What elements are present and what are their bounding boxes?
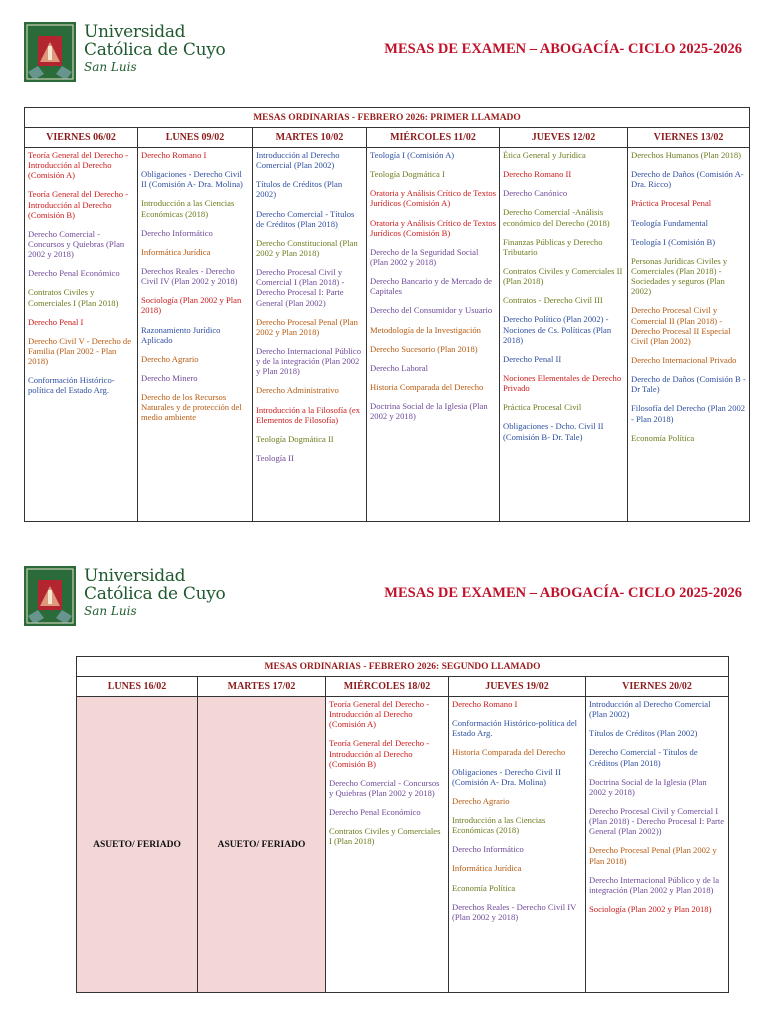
university-seal-logo [24, 566, 76, 626]
exam-subject: Derecho Comercial - Concursos y Quiebras (Plan 2002 y 2018) [329, 777, 440, 798]
exam-subject: Contratos Civiles y Comerciales I (Plan 2018) [28, 287, 119, 308]
exam-subject: Contratos Civiles y Comerciales II (Plan 2018) [503, 265, 623, 287]
exam-subject: Historia Comparada del Derecho [452, 747, 566, 758]
exam-subject: Derecho Minero [141, 372, 198, 383]
exam-subject: Títulos de Créditos (Plan 2002) [589, 728, 698, 739]
page-header-1 [0, 22, 768, 92]
exam-subject: Derecho Internacional Público y de la integración (Plan 2002 y Plan 2018) [589, 874, 720, 895]
exam-subject: Derecho Procesal Penal (Plan 2002 y Plan 2018) [256, 316, 358, 337]
university-campus: San Luis [84, 604, 137, 618]
second-call-table [76, 656, 729, 993]
exam-list [628, 148, 750, 522]
exam-subject: Derecho Penal II [503, 353, 562, 364]
exam-subject: Conformación Histórico-política del Estado Arg. [452, 718, 578, 739]
exam-list [326, 697, 449, 993]
university-name-line1: Universidad [84, 566, 186, 586]
exam-subject: Derecho de la Seguridad Social (Plan 2002 y 2018) [370, 246, 479, 267]
exam-subject: Economía Política [452, 882, 516, 893]
exam-subject: Derecho Procesal Civil y Comercial I (Plan 2018) - Derecho Procesal I: Parte General (Plan 2002)) [589, 805, 725, 837]
university-name-line2: Católica de Cuyo [84, 40, 226, 60]
exam-subject: Razonamiento Jurídico Aplicado [141, 324, 221, 345]
first-call-caption: MESAS ORDINARIAS - FEBRERO 2026: PRIMER LLAMADO [25, 108, 750, 128]
holiday-cell: ASUETO/ FERIADO [77, 697, 198, 993]
day-header: VIERNES 06/02 [25, 128, 138, 148]
exam-subject: Informática Jurídica [452, 863, 522, 874]
exam-subject: Obligaciones - Dcho. Civil II (Comisión B- Dr. Tale) [503, 421, 604, 442]
exam-subject: Derecho Bancario y de Mercado de Capitales [370, 276, 492, 297]
exam-subject: Teología I (Comisión B) [631, 236, 716, 247]
exam-subject: Filosofía del Derecho (Plan 2002 - Plan 2018) [631, 403, 746, 424]
exam-subject: Derechos Humanos (Plan 2018) [631, 150, 742, 160]
exam-subject: Finanzas Públicas y Derecho Tributario [503, 236, 603, 257]
exam-subject: Derecho Agrario [452, 795, 510, 806]
exam-list [449, 697, 586, 993]
exam-subject: Práctica Procesal Civil [503, 402, 582, 413]
exam-subject: Derecho Procesal Penal (Plan 2002 y Plan 2018) [589, 845, 717, 866]
exam-subject: Derecho Laboral [370, 362, 428, 373]
exam-subject: Derecho Comercial - Títulos de Créditos (Plan 2018) [256, 208, 355, 229]
day-header: LUNES 16/02 [77, 677, 198, 697]
exam-subject: Derecho de los Recursos Naturales y de protección del medio ambiente [141, 392, 242, 423]
exam-subject: Introducción al Derecho Comercial (Plan 2002) [256, 150, 340, 171]
exam-subject: Teoría General del Derecho - Introducción al Derecho (Comisión A) [28, 150, 129, 181]
first-call-table [24, 107, 750, 522]
university-name [84, 24, 226, 73]
exam-subject: Derecho Informático [452, 844, 524, 855]
day-header: VIERNES 20/02 [586, 677, 729, 697]
day-header: MIÉRCOLES 18/02 [326, 677, 449, 697]
exam-subject: Ética General y Jurídica [503, 150, 586, 160]
exam-subject: Teología II [256, 452, 294, 463]
exam-subject: Teología Fundamental [631, 217, 708, 228]
day-header: MARTES 17/02 [198, 677, 326, 697]
exam-subject: Derecho Sucesorio (Plan 2018) [370, 343, 478, 354]
exam-subject: Oratoria y Análisis Crítico de Textos Jurídicos (Comisión A) [370, 188, 496, 209]
exam-subject: Conformación Histórico-política del Estado Arg. [28, 375, 115, 396]
exam-subject: Sociología (Plan 2002 y Plan 2018) [589, 903, 712, 914]
exam-subject: Teología Dogmática II [256, 433, 334, 444]
day-header: VIERNES 13/02 [628, 128, 750, 148]
exam-subject: Sociología (Plan 2002 y Plan 2018) [141, 295, 242, 316]
university-campus: San Luis [84, 60, 137, 74]
exam-subject: Historia Comparada del Derecho [370, 381, 484, 392]
exam-subject: Personas Jurídicas Civiles y Comerciales (Plan 2018) - Sociedades y seguros (Plan 2002) [631, 255, 728, 297]
exam-subject: Contratos - Derecho Civil III [503, 295, 603, 306]
exam-subject: Oratoria y Análisis Crítico de Textos Jurídicos (Comisión B) [370, 217, 496, 238]
exam-subject: Derechos Reales - Derecho Civil IV (Plan 2002 y 2018) [452, 901, 577, 922]
exam-subject: Títulos de Créditos (Plan 2002) [256, 179, 343, 200]
exam-list [500, 148, 628, 522]
exam-subject: Introducción al Derecho Comercial (Plan 2002) [589, 699, 711, 720]
holiday-cell: ASUETO/ FERIADO [198, 697, 326, 993]
exam-list [25, 148, 138, 522]
exam-subject: Teología I (Comisión A) [370, 150, 455, 160]
exam-subject: Derecho Político (Plan 2002) - Nociones de Cs. Políticas (Plan 2018) [503, 314, 612, 345]
exam-subject: Nociones Elementales de Derecho Privado [503, 372, 622, 394]
exam-subject: Contratos Civiles y Comerciales I (Plan 2018) [329, 826, 441, 847]
exam-subject: Metodología de la Investigación [370, 324, 481, 335]
exam-list [586, 697, 729, 993]
exam-subject: Derecho Procesal Civil y Comercial I (Plan 2018) -Derecho Procesal I: Parte General (Plan 2002) [256, 267, 345, 308]
exam-subject: Derecho Constitucional (Plan 2002 y Plan 2018) [256, 237, 358, 258]
page-title: MESAS DE EXAMEN – ABOGACÍA- CICLO 2025-2026 [384, 585, 742, 601]
exam-subject: Derecho Penal Económico [329, 807, 421, 818]
exam-subject: Práctica Procesal Penal [631, 198, 712, 209]
exam-subject: Informática Jurídica [141, 246, 211, 257]
exam-subject: Derecho Comercial - Títulos de Créditos (Plan 2018) [589, 747, 698, 768]
exam-subject: Derecho de Daños (Comisión B - Dr Tale) [631, 374, 746, 395]
exam-subject: Derecho Informático [141, 227, 213, 238]
exam-subject: Derechos Reales - Derecho Civil IV (Plan 2002 y 2018) [141, 265, 238, 287]
exam-subject: Derecho Romano I [452, 699, 518, 709]
exam-subject: Derecho Administrativo [256, 385, 339, 396]
exam-list [138, 148, 253, 522]
exam-subject: Teoría General del Derecho - Introducción al Derecho (Comisión B) [329, 738, 430, 769]
exam-list [253, 148, 367, 522]
university-name-line1: Universidad [84, 22, 186, 42]
exam-subject: Introducción a las Ciencias Económicas (2018) [141, 198, 235, 219]
exam-subject: Derecho Procesal Civil y Comercial II (Plan 2018) - Derecho Procesal II Especial Civil (Plan 2002) [631, 305, 731, 346]
exam-subject: Derecho Penal I [28, 316, 84, 327]
exam-list [367, 148, 500, 522]
day-header: LUNES 09/02 [138, 128, 253, 148]
exam-subject: Derecho Internacional Privado [631, 354, 737, 365]
exam-subject: Derecho Romano II [503, 169, 572, 180]
exam-subject: Obligaciones - Derecho Civil II (Comisión A- Dra. Molina) [452, 766, 561, 787]
exam-subject: Derecho de Daños (Comisión A- Dra. Ricco) [631, 169, 744, 190]
exam-subject: Derecho Penal Económico [28, 268, 120, 279]
exam-subject: Derecho Comercial -Análisis económico del Derecho (2018) [503, 207, 610, 228]
day-header: JUEVES 12/02 [500, 128, 628, 148]
exam-subject: Derecho Canónico [503, 188, 568, 199]
exam-subject: Doctrina Social de la Iglesia (Plan 2002 y 2018) [589, 776, 707, 797]
day-header: MARTES 10/02 [253, 128, 367, 148]
exam-subject: Obligaciones - Derecho Civil II (Comisión A- Dra. Molina) [141, 169, 243, 190]
exam-subject: Derecho Agrario [141, 353, 199, 364]
exam-subject: Teoría General del Derecho - Introducción al Derecho (Comisión B) [28, 189, 129, 220]
exam-subject: Introducción a las Ciencias Económicas (2018) [452, 814, 546, 836]
day-header: JUEVES 19/02 [449, 677, 586, 697]
exam-subject: Derecho del Consumidor y Usuario [370, 305, 493, 316]
university-name [84, 568, 226, 617]
university-name-line2: Católica de Cuyo [84, 584, 226, 604]
day-header: MIÉRCOLES 11/02 [367, 128, 500, 148]
exam-subject: Teología Dogmática I [370, 169, 445, 180]
exam-subject: Derecho Romano I [141, 150, 207, 160]
exam-subject: Derecho Comercial - Concursos y Quiebras (Plan 2002 y 2018) [28, 228, 125, 260]
exam-subject: Derecho Internacional Público y de la integración (Plan 2002 y Plan 2018) [256, 345, 361, 377]
exam-subject: Introducción a la Filosofía (ex Elementos de Filosofía) [256, 404, 361, 425]
exam-subject: Economía Política [631, 432, 695, 443]
university-seal-logo [24, 22, 76, 82]
second-call-caption: MESAS ORDINARIAS - FEBRERO 2026: SEGUNDO LLAMADO [77, 657, 729, 677]
page-header-2 [0, 566, 768, 636]
exam-subject: Teoría General del Derecho - Introducción al Derecho (Comisión A) [329, 699, 430, 730]
exam-subject: Doctrina Social de la Iglesia (Plan 2002 y 2018) [370, 401, 488, 422]
exam-subject: Derecho Civil V - Derecho de Familia (Plan 2002 - Plan 2018) [28, 335, 132, 367]
page-title: MESAS DE EXAMEN – ABOGACÍA- CICLO 2025-2026 [384, 41, 742, 57]
